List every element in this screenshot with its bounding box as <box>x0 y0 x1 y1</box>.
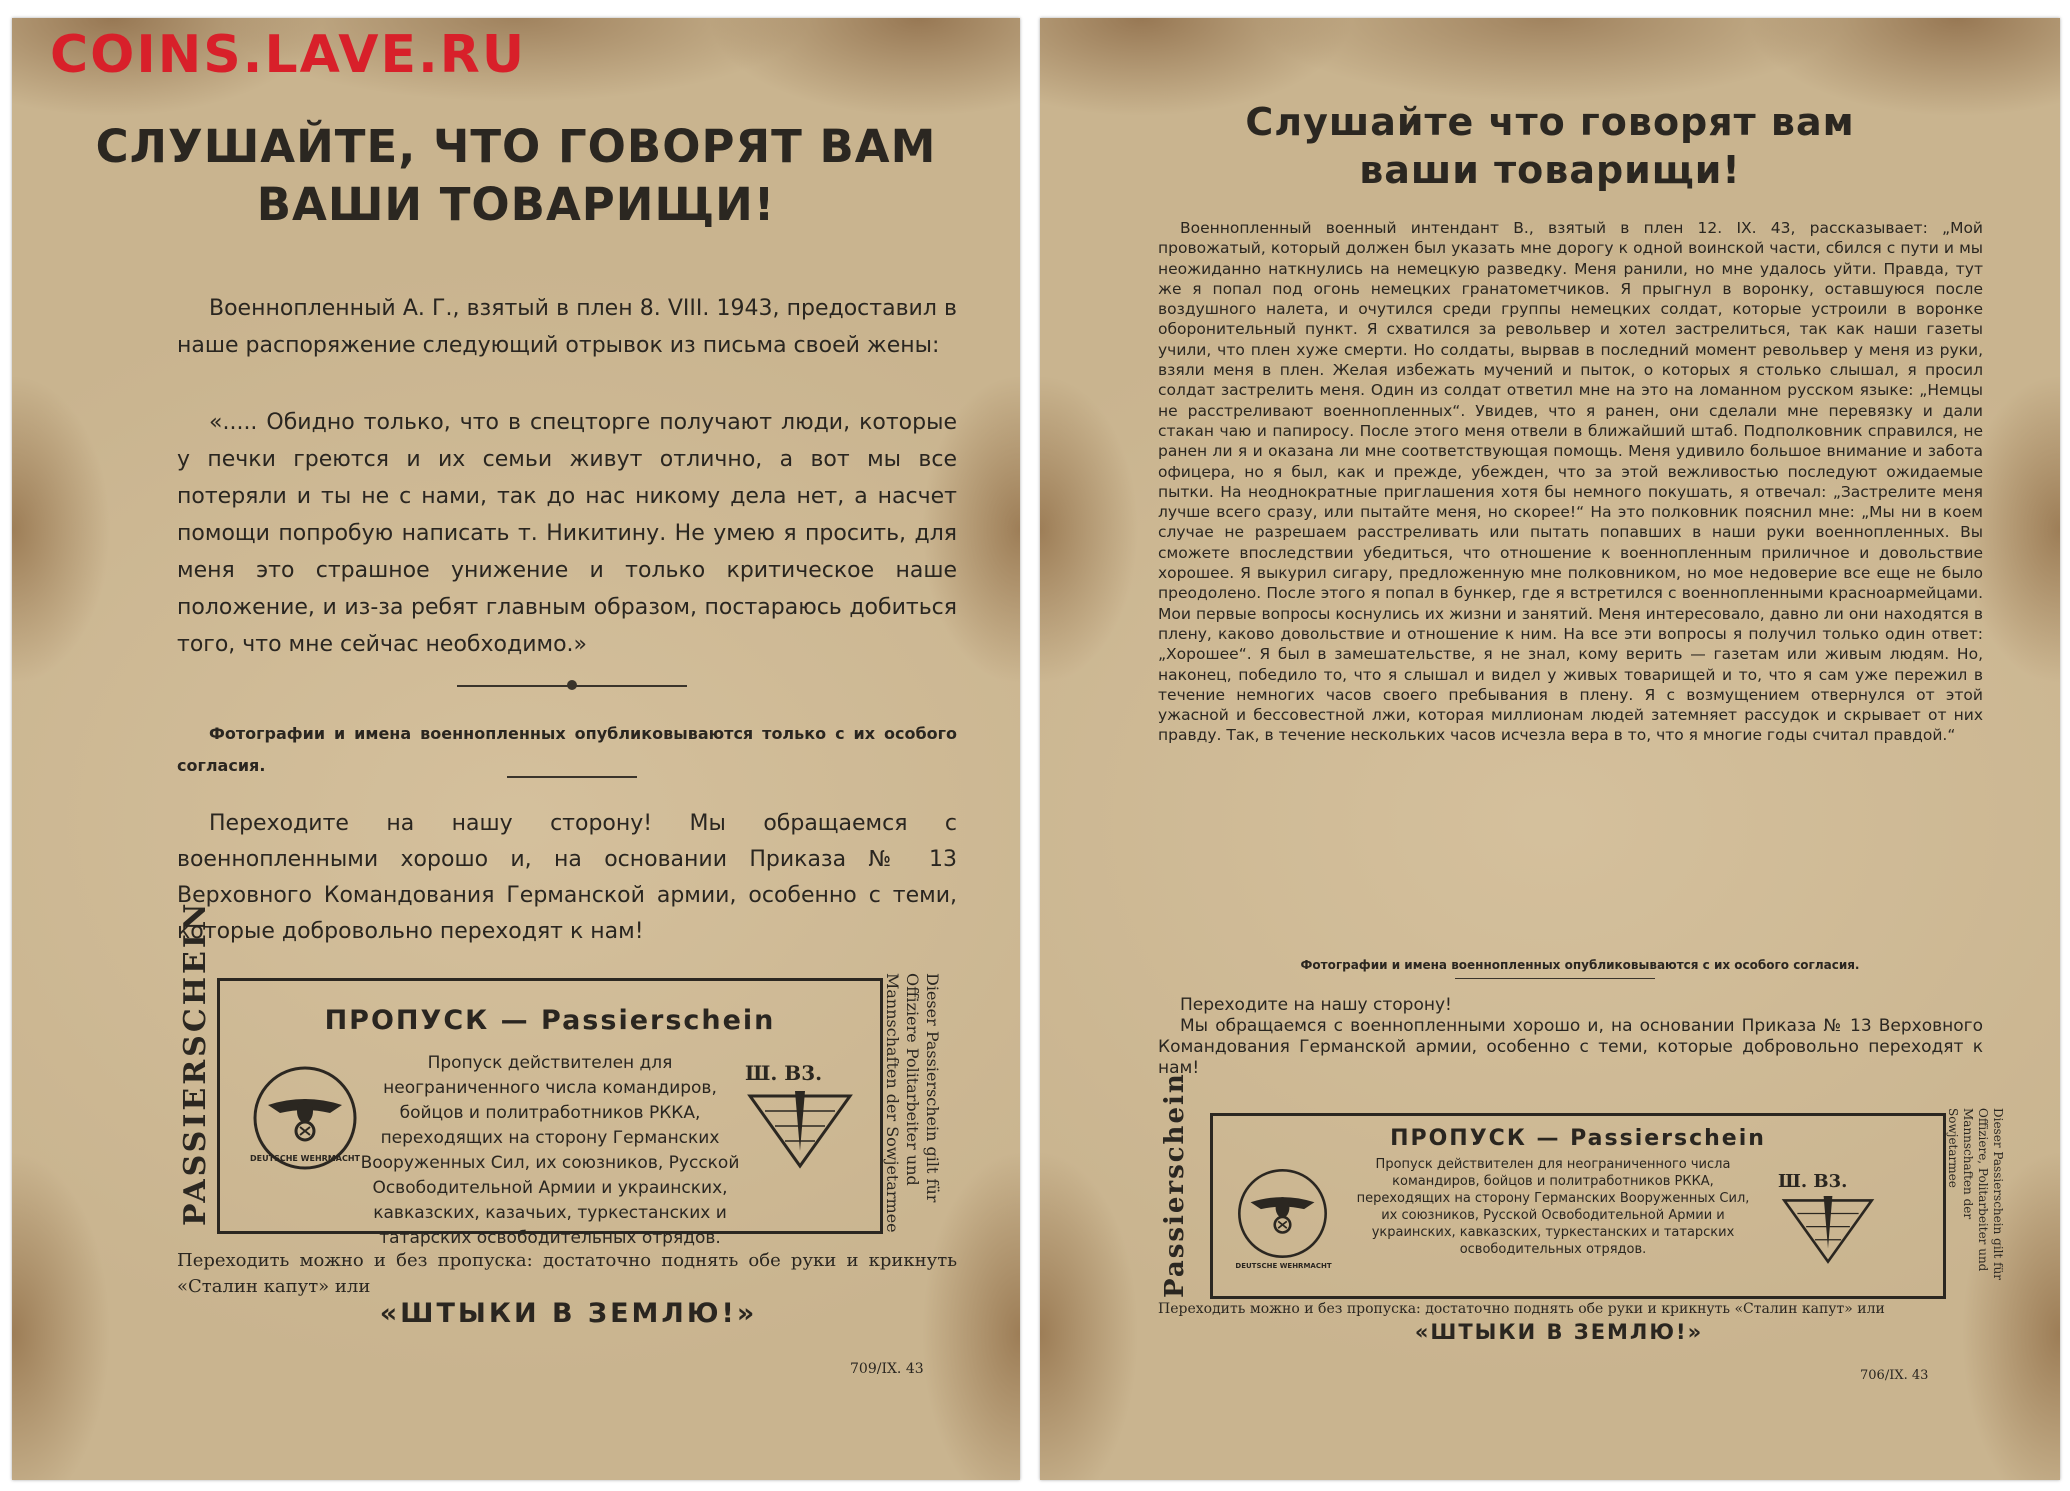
title-line-1: Слушайте что говорят вам <box>1245 100 1855 144</box>
short-rule <box>1455 978 1655 979</box>
site-watermark: COINS.LAVE.RU <box>50 25 527 85</box>
pass-text: Пропуск действителен для неограниченного числа командиров, бойцов и политработников РККА, переходящих на сторону Германских Вооруженных Сил, их союзников, Русской Освободительной Армии и украинских, кавказских, туркестанских и татарских освободительных отрядов. <box>1356 1157 1750 1257</box>
wehrmacht-eagle-icon <box>1235 1166 1330 1261</box>
slogan: «ШТЫКИ В ЗЕМЛЮ!» <box>1414 1320 1704 1344</box>
photo-note: Фотографии и имена военнопленных опубликовываются только с их особого согласия. <box>177 724 957 775</box>
emblem-mark: Ш. В3. <box>745 1061 823 1085</box>
pass-side-german: Dieser Passierschein gilt für Offiziere, Politarbeiter und Mannschaften der Sowjetarmee <box>1946 1108 2005 1281</box>
emblem-text: DEUTSCHE WEHRMACHT <box>250 1154 360 1163</box>
emblem-mark: Ш. В3. <box>1778 1171 1848 1192</box>
title-line-2: ваши товарищи! <box>1359 148 1741 192</box>
pass-box <box>217 978 883 1248</box>
slogan: «ШТЫКИ В ЗЕМЛЮ!» <box>379 1298 758 1329</box>
pass-side-label: PASSIERSCHEIN <box>178 900 213 1226</box>
testimony-paragraph: Военнопленный военный интендант В., взятый в плен 12. IX. 43, рассказывает: „Мой провожатый, который должен был указать мне дорогу к одной воинской части, сбился с пути и мы неожиданно наткнулись на немецкую разведку. Меня ранили, но мне удалось уйти. Правда, тут же я попал под огонь немецких гранатометчиков. Я прыгнул в воронку, оставшуюся после воздушного налета, и очутился среди группы немецких солдат, которые устроили в воронке оборонительный пункт. Я схватился за револьвер и хотел застрелиться, так как наши газеты учили, что плен хуже смерти. Но солдаты, вырвав в последний момент револьвер у меня из руки, взяли меня в плен. Желая избежать мучений и пыток, о которых я столько слышал, я просил солдат застрелить меня. Один из солдат ответил мне на это на ломанном русском языке: „Немцы не расстреливают военнопленных“. Увидев, что я ранен, они сделали мне перевязку и дали стакан чаю и папиросу. После этого меня отвели в ближайший штаб. Подполковник справился, не ранен ли я и оказана ли мне соответствующая помощь. Меня удивило большое внимание и забота офицера, но я был, как и прежде, убежден, что за этой вежливостью последуют ожидаемые пытки. На неоднократные приглашения хотя бы немного покушать, я отвечал: „Застрелите меня лучше всего сразу, или пытайте меня, но скорее!“ На это полковник пояснил мне: „Мы ни в коем случае не разрешаем расстреливать или пытать попавших в наши руки военнопленных. Вы сможете впоследствии убедиться, что отношение к военнопленным приличное и довольствие хорошее. Я выкурил сигару, предложенную мне полковником, но мое недоверие все еще не было преодолено. После этого я попал в бункер, где я встретился с военнопленными красноармейцами. Мои первые вопросы коснулись их жизни и занятий. Меня интересовало, давно ли они находятся в плену, каково довольствие и отношение к ним. На все эти вопросы я получил только один ответ: „Хорошее“. Я был в замешательстве, я не знал, кому верить — газетам или живым людям. Но, наконец, победило то, что я слышал и видел у живых товарищей и то, что я сам уже пережил в течение немногих часов своего пребывания в плену. Я с возмущением отвернулся от этой ужасной и бессовестной лжи, которая миллионам людей затемняет рассудок и скрывает от них правду. Так, в течение нескольких часов исчезла вера в то, что я многие годы считал правдой.“ <box>1158 219 1983 745</box>
pass-text: Пропуск действителен для неограниченного числа командиров, бойцов и политработников РККА, переходящих на сторону Германских Вооруженных Сил, их союзников, Русской Освободительной Армии и украинских, кавказских, казачьих, туркестанских и татарских освободительных отрядов. <box>360 1053 740 1248</box>
leaflet-title <box>12 118 1020 234</box>
appeal-line-1: Переходите на нашу сторону! <box>1180 995 1452 1015</box>
pass-title: ПРОПУСК — Passierschein <box>1390 1126 1766 1151</box>
pass-title: ПРОПУСК — Passierschein <box>324 1005 776 1036</box>
pass-side-label: Passierschein <box>1160 1072 1190 1298</box>
pass-box <box>1210 1113 1946 1299</box>
intro-paragraph: Военнопленный А. Г., взятый в плен 8. VIII. 1943, предоставил в наше распоряжение следующий отрывок из письма своей жены: <box>177 296 957 358</box>
sword-in-ground-icon <box>1778 1196 1878 1266</box>
title-line-1: СЛУШАЙТЕ, ЧТО ГОВОРЯТ ВАМ <box>95 120 937 173</box>
separator-dot <box>567 680 577 690</box>
appeal-paragraph: Мы обращаемся с военнопленными хорошо и, на основании Приказа № 13 Верховного Командования Германской армии, особенно с теми, которые добровольно переходят к нам! <box>1158 1016 1983 1078</box>
short-rule <box>507 776 637 778</box>
emblem-text: DEUTSCHE WEHRMACHT <box>1235 1262 1332 1270</box>
leaflet-right <box>1040 18 2060 1480</box>
leaflet-title <box>1040 98 2060 194</box>
title-line-2: ВАШИ ТОВАРИЩИ! <box>256 178 776 231</box>
appeal-paragraph: Переходите на нашу сторону! Мы обращаемся с военнопленными хорошо и, на основании Приказа № 13 Верховного Командования Германской армии, особенно с теми, которые добровольно переходят к нам! <box>177 811 957 944</box>
letter-quote: «..... Обидно только, что в спецторге получают люди, которые у печки греются и их семьи живут отлично, а вот мы все потеряли и ты не с нами, так до нас никому дела нет, а насчет помощи попробую написать т. Никитину. Не умею я просить, для меня это страшное унижение и только критическое наше положение, и из-за ребят главным образом, постараюсь добиться того, что мне сейчас необходимо.» <box>177 410 957 657</box>
pass-side-german: Dieser Passierschein gilt für Offiziere Politarbeiter und Mannschaften der Sowjetarmee <box>883 973 942 1233</box>
print-code: 706/IX. 43 <box>1860 1368 1929 1383</box>
print-code: 709/IX. 43 <box>850 1361 924 1377</box>
sword-in-ground-icon <box>745 1091 855 1171</box>
leaflet-left <box>12 18 1020 1480</box>
photo-note: Фотографии и имена военнопленных опубликовываются с их особого согласия. <box>1300 958 1860 972</box>
footer-instruction: Переходить можно и без пропуска: достаточно поднять обе руки и крикнуть «Сталин капут» или <box>177 1250 957 1297</box>
footer-instruction: Переходить можно и без пропуска: достаточно поднять обе руки и крикнуть «Сталин капут» или <box>1158 1301 1885 1317</box>
